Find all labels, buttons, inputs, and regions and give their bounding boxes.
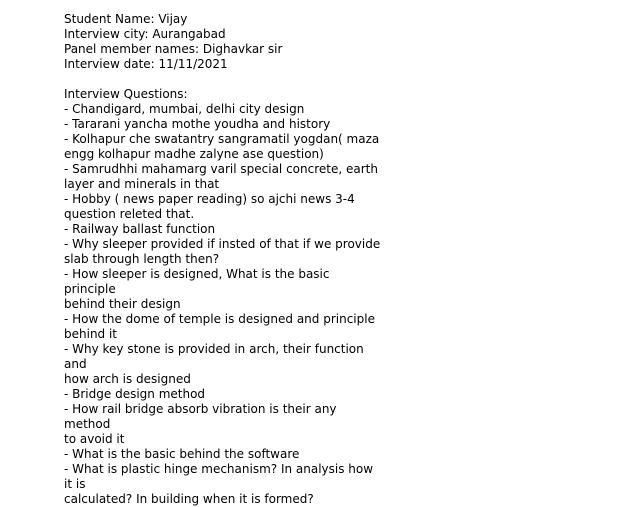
question-item: - Why key stone is provided in arch, their function and how arch is designed — [64, 342, 364, 386]
question-item: - Hobby ( news paper reading) so ajchi news 3-4 question releted that. — [64, 192, 355, 221]
student-name: Student Name: Vijay — [64, 12, 188, 26]
question-item: - How sleeper is designed, What is the basic principle behind their design — [64, 267, 330, 311]
question-item: - Tararani yancha mothe youdha and history — [64, 117, 331, 131]
questions-list — [64, 102, 384, 507]
question-item: - How the dome of temple is designed and principle behind it — [64, 312, 375, 341]
interview-notes-document — [64, 12, 384, 507]
panel-members: Panel member names: Dighavkar sir — [64, 42, 283, 56]
question-item: - What is plastic hinge mechanism? In analysis how it is calculated? In building when it is formed? — [64, 462, 374, 506]
interview-city: Interview city: Aurangabad — [64, 27, 226, 41]
spacer — [64, 72, 384, 87]
interview-date: Interview date: 11/11/2021 — [64, 57, 228, 71]
question-item: - Samrudhhi mahamarg varil special concrete, earth layer and minerals in that — [64, 162, 378, 191]
question-item: - Kolhapur che swatantry sangramatil yogdan( maza engg kolhapur madhe zalyne ase question) — [64, 132, 380, 161]
question-item: - Why sleeper provided if insted of that if we provide slab through length then? — [64, 237, 381, 266]
question-item: - Railway ballast function — [64, 222, 216, 236]
question-item: - Bridge design method — [64, 387, 206, 401]
question-item: - Chandigard, mumbai, delhi city design — [64, 102, 305, 116]
question-item: - How rail bridge absorb vibration is their any method to avoid it — [64, 402, 337, 446]
questions-heading: Interview Questions: — [64, 87, 188, 101]
question-item: - What is the basic behind the software — [64, 447, 300, 461]
